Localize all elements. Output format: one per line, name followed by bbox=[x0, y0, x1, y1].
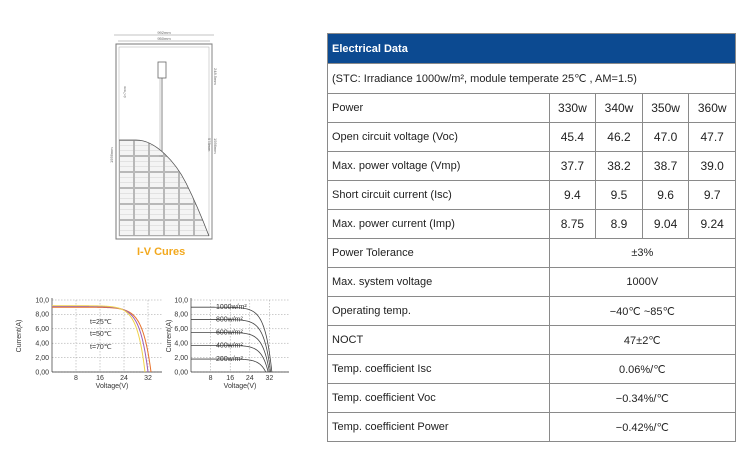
power-label: Power bbox=[328, 94, 550, 123]
table-row bbox=[328, 384, 736, 413]
solar-cell bbox=[150, 205, 164, 220]
solar-cell bbox=[120, 221, 134, 236]
table-header: Electrical Data bbox=[328, 34, 736, 64]
table-row bbox=[328, 268, 736, 297]
row-value: 8.9 bbox=[596, 210, 643, 239]
solar-cell bbox=[150, 189, 164, 204]
dim-side-b: 978mm bbox=[207, 138, 212, 152]
table-row bbox=[328, 413, 736, 442]
table-row bbox=[328, 123, 736, 152]
row-value: 9.4 bbox=[549, 181, 596, 210]
solar-cell bbox=[120, 173, 134, 188]
solar-cell bbox=[150, 157, 164, 172]
table-row bbox=[328, 210, 736, 239]
solar-cell bbox=[180, 221, 194, 236]
row-value: 38.2 bbox=[596, 152, 643, 181]
y-tick-label: 0,00 bbox=[174, 369, 188, 377]
row-value: ±3% bbox=[549, 239, 735, 268]
row-label: Temp. coefficient Isc bbox=[328, 355, 550, 384]
power-value: 360w bbox=[689, 94, 736, 123]
y-tick-label: 10,0 bbox=[174, 297, 188, 305]
y-axis-label: Current(A) bbox=[166, 319, 173, 353]
x-tick-label: 24 bbox=[120, 375, 128, 382]
y-tick-label: 6,00 bbox=[35, 326, 49, 334]
power-row bbox=[328, 94, 736, 123]
y-tick-label: 8,00 bbox=[35, 311, 49, 319]
series-label: t=50℃ bbox=[90, 331, 112, 338]
solar-cell bbox=[135, 157, 149, 172]
iv-series-line bbox=[52, 307, 151, 372]
iv-chart-irradiance bbox=[164, 290, 294, 400]
dim-side-a: 248.5mm bbox=[213, 68, 218, 85]
power-value: 330w bbox=[549, 94, 596, 123]
row-value: 38.7 bbox=[642, 152, 689, 181]
row-label: Max. power voltage (Vmp) bbox=[328, 152, 550, 181]
table-row bbox=[328, 152, 736, 181]
iv-chart-temperature bbox=[14, 290, 162, 400]
solar-cell bbox=[135, 141, 149, 156]
solar-cell bbox=[150, 221, 164, 236]
row-value: 9.04 bbox=[642, 210, 689, 239]
row-value: 8.75 bbox=[549, 210, 596, 239]
dim-side-c: 1956mm bbox=[213, 138, 218, 154]
y-axis-label: Current(A) bbox=[16, 319, 23, 353]
x-tick-label: 24 bbox=[245, 375, 254, 382]
solar-cell bbox=[120, 141, 134, 156]
y-tick-label: 4,00 bbox=[35, 340, 49, 348]
electrical-data-table bbox=[327, 33, 736, 442]
x-tick-label: 32 bbox=[265, 375, 274, 382]
row-value: 47±2℃ bbox=[549, 326, 735, 355]
solar-cell bbox=[135, 205, 149, 220]
row-value: −0.42%/℃ bbox=[549, 413, 735, 442]
series-label: 400w/m² bbox=[216, 342, 243, 350]
row-value: 45.4 bbox=[549, 123, 596, 152]
row-value: −40℃ ~85℃ bbox=[549, 297, 735, 326]
row-value: −0.34%/℃ bbox=[549, 384, 735, 413]
iv-series-line bbox=[52, 306, 145, 372]
solar-cell bbox=[165, 189, 179, 204]
solar-cell bbox=[120, 205, 134, 220]
row-label: Operating temp. bbox=[328, 297, 550, 326]
row-value: 9.24 bbox=[689, 210, 736, 239]
table-row bbox=[328, 239, 736, 268]
series-label: 600w/m² bbox=[216, 329, 243, 337]
row-value: 46.2 bbox=[596, 123, 643, 152]
iv-curves-title: I-V Cures bbox=[137, 246, 186, 258]
power-value: 340w bbox=[596, 94, 643, 123]
row-value: 39.0 bbox=[689, 152, 736, 181]
y-tick-label: 4,00 bbox=[174, 340, 188, 348]
table-row bbox=[328, 181, 736, 210]
x-tick-label: 8 bbox=[74, 375, 78, 382]
solar-cell bbox=[165, 173, 179, 188]
series-label: 200w/m² bbox=[216, 356, 243, 364]
solar-cell bbox=[165, 221, 179, 236]
x-tick-label: 16 bbox=[226, 375, 235, 382]
solar-cell bbox=[120, 157, 134, 172]
x-tick-label: 32 bbox=[144, 375, 152, 382]
row-label: Short circuit current (Isc) bbox=[328, 181, 550, 210]
row-label: Max. power current (Imp) bbox=[328, 210, 550, 239]
power-value: 350w bbox=[642, 94, 689, 123]
row-value: 0.06%/℃ bbox=[549, 355, 735, 384]
dim-left: 1956mm bbox=[109, 147, 114, 163]
y-tick-label: 6,00 bbox=[174, 326, 188, 334]
x-axis-label: Voltage(V) bbox=[223, 383, 257, 390]
y-tick-label: 2,00 bbox=[174, 354, 188, 362]
x-tick-label: 8 bbox=[208, 375, 213, 382]
row-value: 9.7 bbox=[689, 181, 736, 210]
series-label: t=25℃ bbox=[90, 319, 112, 326]
dim-inner-width: 950mm bbox=[157, 36, 171, 41]
solar-cell bbox=[120, 189, 134, 204]
row-value: 47.0 bbox=[642, 123, 689, 152]
y-tick-label: 8,00 bbox=[174, 311, 188, 319]
x-axis-label: Voltage(V) bbox=[95, 383, 129, 390]
stc-note-row bbox=[328, 64, 736, 94]
solar-cell bbox=[135, 221, 149, 236]
table-row bbox=[328, 326, 736, 355]
row-label: Open circuit voltage (Voc) bbox=[328, 123, 550, 152]
junction-box bbox=[158, 62, 166, 78]
x-tick-label: 16 bbox=[96, 375, 104, 382]
solar-cell bbox=[165, 205, 179, 220]
row-label: Max. system voltage bbox=[328, 268, 550, 297]
series-label: 1000w/m² bbox=[216, 304, 247, 312]
series-label: t=70℃ bbox=[90, 344, 112, 351]
table-header-row bbox=[328, 34, 736, 64]
panel-dimension-drawing bbox=[96, 28, 236, 242]
dim-top-width: 992mm bbox=[157, 30, 171, 35]
row-value: 9.5 bbox=[596, 181, 643, 210]
y-tick-label: 0,00 bbox=[35, 369, 49, 377]
table-row bbox=[328, 297, 736, 326]
series-label: 800w/m² bbox=[216, 316, 243, 324]
y-tick-label: 2,00 bbox=[35, 354, 49, 362]
row-label: Power Tolerance bbox=[328, 239, 550, 268]
row-label: NOCT bbox=[328, 326, 550, 355]
row-value: 37.7 bbox=[549, 152, 596, 181]
y-tick-label: 10,0 bbox=[35, 297, 49, 305]
row-label: Temp. coefficient Power bbox=[328, 413, 550, 442]
solar-cell bbox=[150, 173, 164, 188]
solar-cell bbox=[180, 205, 194, 220]
solar-cell bbox=[135, 189, 149, 204]
row-label: Temp. coefficient Voc bbox=[328, 384, 550, 413]
row-value: 9.6 bbox=[642, 181, 689, 210]
table-row bbox=[328, 355, 736, 384]
row-value: 47.7 bbox=[689, 123, 736, 152]
row-value: 1000V bbox=[549, 268, 735, 297]
solar-cell bbox=[135, 173, 149, 188]
dim-small: 4×7mm bbox=[123, 86, 127, 98]
stc-note: (STC: Irradiance 1000w/m², module temperate 25℃ , AM=1.5) bbox=[328, 64, 736, 94]
